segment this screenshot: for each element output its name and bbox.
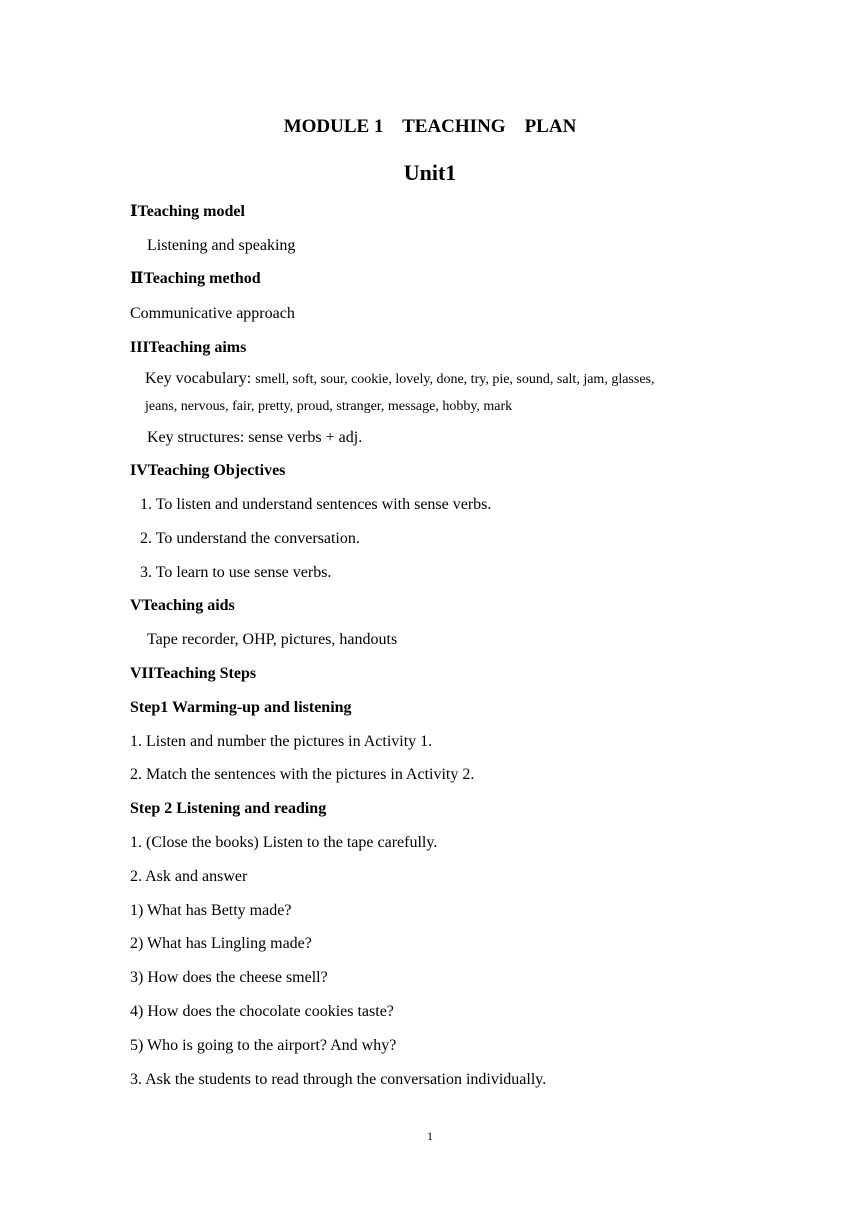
step2-item: 3. Ask the students to read through the conversation individually. [130, 1071, 547, 1088]
key-vocabulary-list: smell, soft, sour, cookie, lovely, done, try, pie, sound, salt, jam, glasses, [255, 372, 655, 387]
step1-item: 1. Listen and number the pictures in Activity 1. [130, 733, 433, 750]
document-title: MODULE 1 TEACHING PLAN [283, 116, 577, 137]
page-number: 1 [427, 1129, 433, 1143]
key-structures: Key structures: sense verbs + adj. [147, 429, 363, 446]
objective-item: 3. To learn to use sense verbs. [140, 564, 332, 581]
heading-teaching-steps: VIITeaching Steps [130, 665, 257, 682]
objective-item: 1. To listen and understand sentences with sense verbs. [140, 496, 492, 513]
heading-teaching-aids: VTeaching aids [130, 597, 235, 614]
step1-item: 2. Match the sentences with the pictures in Activity 2. [130, 766, 475, 783]
step2-item: 2. Ask and answer [130, 868, 248, 885]
teaching-method-text: Communicative approach [130, 305, 295, 322]
teaching-aids-text: Tape recorder, OHP, pictures, handouts [147, 631, 398, 648]
step2-item: 1) What has Betty made? [130, 902, 292, 919]
key-vocabulary-list-continued: jeans, nervous, fair, pretty, proud, stranger, message, hobby, mark [145, 399, 513, 414]
key-vocabulary-label: Key vocabulary: [145, 370, 256, 387]
step2-item: 1. (Close the books) Listen to the tape carefully. [130, 834, 438, 851]
heading-step2: Step 2 Listening and reading [130, 800, 327, 817]
heading-step1: Step1 Warming-up and listening [130, 699, 352, 716]
objective-item: 2. To understand the conversation. [140, 530, 360, 547]
step2-item: 2) What has Lingling made? [130, 935, 312, 952]
heading-teaching-aims: IIITeaching aims [130, 339, 247, 356]
heading-teaching-model: ⅠTeaching model [130, 203, 245, 220]
teaching-model-text: Listening and speaking [147, 237, 296, 254]
heading-teaching-method: ⅡTeaching method [130, 270, 261, 287]
key-vocabulary-line [145, 369, 654, 390]
step2-item: 4) How does the chocolate cookies taste? [130, 1003, 394, 1020]
step2-item: 5) Who is going to the airport? And why? [130, 1037, 397, 1054]
step2-item: 3) How does the cheese smell? [130, 969, 328, 986]
unit-title: Unit1 [403, 160, 457, 185]
heading-teaching-objectives: IVTeaching Objectives [130, 462, 286, 479]
